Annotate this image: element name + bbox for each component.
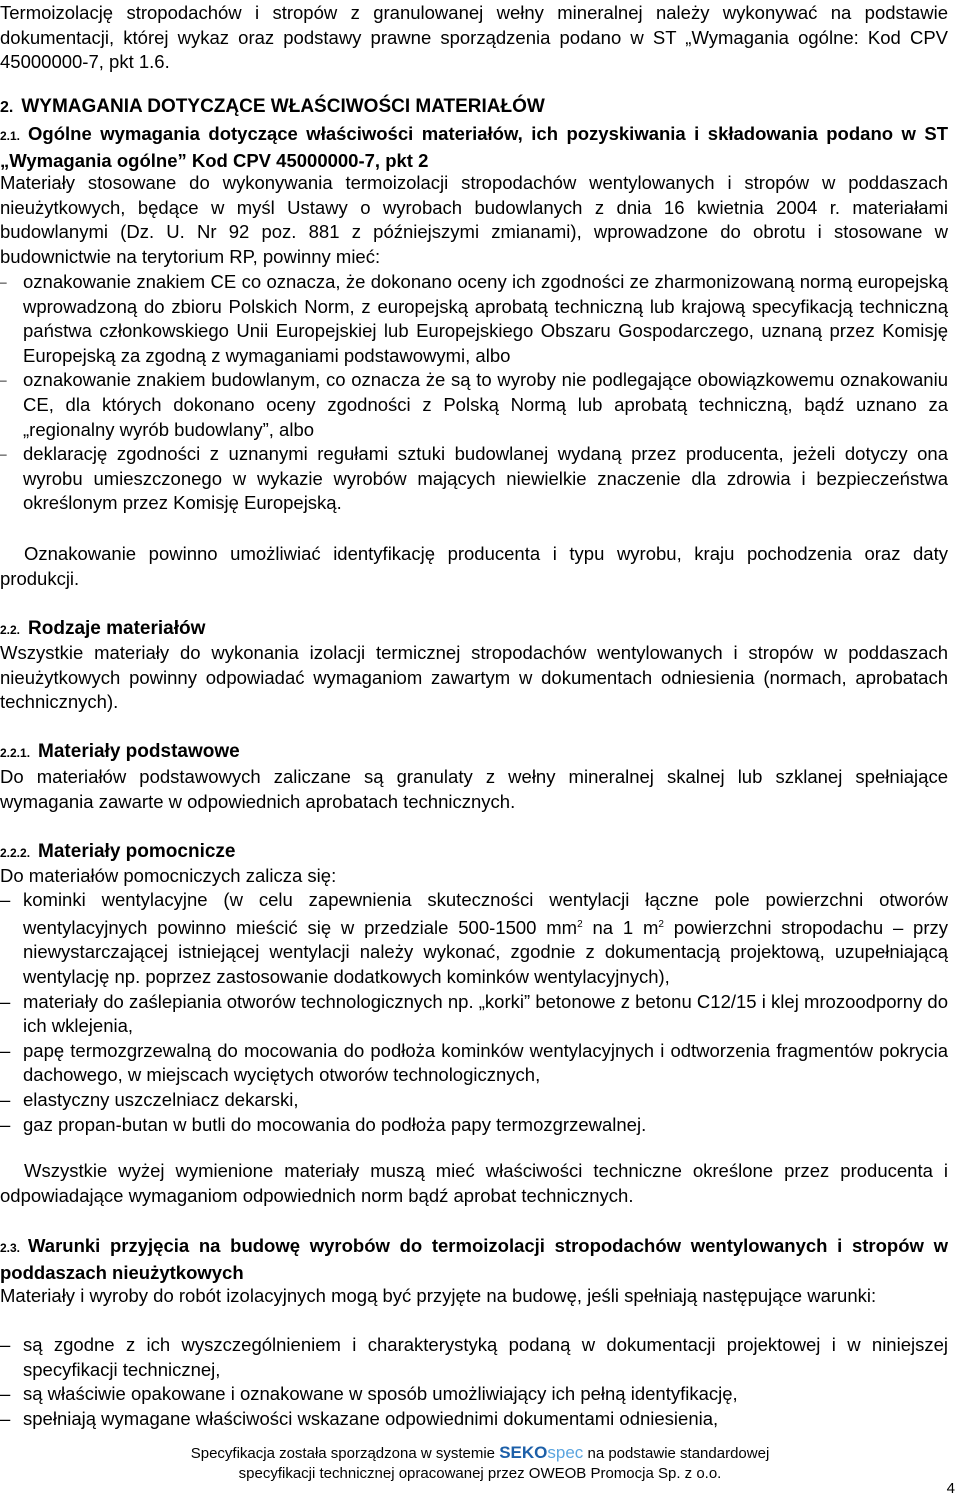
footer-line-2: specyfikacji technicznej opracowanej przez OWEOB Promocja Sp. z o.o. xyxy=(238,1465,722,1482)
section-title: Warunki przyjęcia na budowę wyrobów do termoizolacji stropodachów wentylowanych i stropów w poddaszach nieużytkowych xyxy=(0,1235,948,1283)
section-2-2-2-closing: Wszystkie wyżej wymienione materiały muszą mieć właściwości techniczne określone przez producenta i odpowiadające wymaganiom odpowiednich norm bądź aprobat technicznych. xyxy=(0,1160,948,1206)
list-item: – papę termozgrzewalną do mocowania do podłoża kominków wentylacyjnych i odtworzenia fragmentów pokrycia dachowego, w miejscach wyciętych otworów technologicznych, xyxy=(0,1039,948,1086)
section-number: 2. xyxy=(0,99,14,116)
section-title: Ogólne wymagania dotyczące właściwości materiałów, ich pozyskiwania i składowania podano w ST „Wymagania ogólne” Kod CPV 45000000-7, pkt 2 xyxy=(0,123,948,171)
dash-bullet: – xyxy=(0,990,11,1012)
dash-bullet: – xyxy=(0,275,7,289)
section-2-2-1-paragraph: Do materiałów podstawowych zaliczane są granulaty z wełny mineralnej skalnej lub szklanej spełniające wymagania zawarte w odpowiednich aprobatach technicznych. xyxy=(0,766,948,812)
list-item: – są zgodne z ich wyszczególnieniem i charakterystyką podaną w dokumentacji projektowej i w niniejszej specyfikacji technicznej, xyxy=(0,1334,948,1380)
section-2-2-2-heading xyxy=(0,840,235,866)
section-number: 2.2. xyxy=(0,623,21,637)
footer-line-1: Specyfikacja została sporządzona w systemie SEKOspec na podstawie standardowej xyxy=(190,1443,770,1462)
acceptance-conditions-list xyxy=(0,1333,948,1431)
list-item: – są właściwie opakowane i oznakowane w sposób umożliwiający ich pełną identyfikację, xyxy=(0,1382,948,1407)
list-item: – spełniają wymagane właściwości wskazane odpowiednimi dokumentami odniesienia, xyxy=(0,1407,948,1432)
dash-bullet: – xyxy=(0,1334,11,1355)
dash-bullet: – xyxy=(0,447,7,462)
page-number: 4 xyxy=(946,1480,955,1497)
section-number: 2.3. xyxy=(0,1241,21,1255)
section-title: Materiały pomocnicze xyxy=(38,841,236,862)
section-number: 2.2.1. xyxy=(0,746,31,760)
section-2-3-heading xyxy=(0,1234,948,1285)
dash-bullet: – xyxy=(0,1383,11,1405)
dash-bullet: – xyxy=(0,373,7,388)
list-item: – elastyczny uszczelniacz dekarski, xyxy=(0,1088,948,1113)
dash-bullet: – xyxy=(0,1039,11,1061)
sekospec-logo: SEKOspec xyxy=(499,1443,584,1462)
marking-requirements-list xyxy=(0,270,948,516)
section-2-1-paragraph: Materiały stosowane do wykonywania termoizolacji stropodachów wentylowanych i stropów w poddaszach nieużytkowych, będące w myśl Ustawy o wyrobach budowlanych z dnia 16 kwietnia 2004 r. materiałami budowlanymi (Dz. U. Nr 92 poz. 881 z późniejszymi zmianami), wprowadzone do obrotu i stosowane w budownictwie na terytorium RP, powinny mieć: xyxy=(0,172,948,267)
dash-bullet: – xyxy=(0,1407,11,1429)
section-2-2-2-lead: Do materiałów pomocniczych zalicza się: xyxy=(0,865,337,886)
list-item: – deklarację zgodności z uznanymi regułami sztuki budowlanej wydaną przez producenta, jeżeli dotyczy ona wyrobu umieszczonego w wykazie wyrobów mających niewielkie znaczenie dla zdrowia i bezpieczeństwa określonym przez Komisję Europejską. xyxy=(0,443,948,514)
section-2-1-heading xyxy=(0,122,948,173)
list-item: – materiały do zaślepiania otworów technologicznych np. „korki” betonowe z betonu C12/15 i klej mrozoodporny do ich wklejenia, xyxy=(0,990,948,1037)
section-number: 2.2.2. xyxy=(0,846,31,860)
list-item: – oznakowanie znakiem CE co oznacza, że dokonano oceny ich zgodności ze zharmonizowaną normą europejską wprowadzoną do zbioru Polskich Norm, z europejską aprobatą techniczną lub krajową specyfikacją techniczną państwa członkowskiego Unii Europejskiej lub Europejskiego Obszaru Gospodarczego, uznaną przez Komisję Europejską za zgodną z wymaganiami podstawowymi, albo xyxy=(0,271,948,366)
page-footer xyxy=(0,1443,960,1484)
auxiliary-materials-list xyxy=(0,888,948,1137)
list-item: – oznakowanie znakiem budowlanym, co oznacza że są to wyroby nie podlegające obowiązkowemu oznakowaniu CE, dla których dokonano oceny zgodności z Polską Normą lub aprobatą techniczną, bądź uznano za „regionalny wyrób budowlany”, albo xyxy=(0,369,948,440)
section-title: WYMAGANIA DOTYCZĄCE WŁAŚCIWOŚCI MATERIAŁÓW xyxy=(21,96,545,117)
intro-paragraph: Termoizolację stropodachów i stropów z granulowanej wełny mineralnej należy wykonywać na podstawie dokumentacji, której wykaz oraz podstawy prawne sporządzenia podano w ST „Wymagania ogólne: Kod CPV 45000000-7, pkt 1.6. xyxy=(0,2,948,73)
section-2-1-closing: Oznakowanie powinno umożliwiać identyfikację producenta i typu wyrobu, kraju pochodzenia oraz daty produkcji. xyxy=(0,543,948,589)
dash-bullet: – xyxy=(0,1113,11,1135)
section-number: 2.1. xyxy=(0,129,21,143)
list-item: – gaz propan-butan w butli do mocowania do podłoża papy termozgrzewalnej. xyxy=(0,1113,948,1138)
section-2-heading xyxy=(0,95,545,121)
section-2-2-1-heading xyxy=(0,740,240,766)
section-title: Rodzaje materiałów xyxy=(28,618,206,639)
list-item: – kominki wentylacyjne (w celu zapewnienia skuteczności wentylacji łączne pole powierzchni otworów wentylacyjnych powinno mieścić się w przedziale 500-1500 $mm^2$ na 1 $m^2$ powierzchni stropodachu – przy niewystarczającej istniejącej wentylacji należy wykonać, zgodnie z dokumentacją projektową, uzupełniającą wentylację np. poprzez zastosowanie dodatkowych kominków wentylacyjnych), xyxy=(0,889,948,987)
dash-bullet: – xyxy=(0,889,11,910)
section-2-2-heading xyxy=(0,617,205,643)
section-2-2-paragraph: Wszystkie materiały do wykonania izolacji termicznej stropodachów wentylowanych i stropów w poddaszach nieużytkowych powinny odpowiadać wymaganiom zawartym w dokumentach odniesienia (normach, aprobatach technicznych). xyxy=(0,642,948,713)
dash-bullet: – xyxy=(0,1088,11,1110)
section-title: Materiały podstawowe xyxy=(38,741,240,762)
section-2-3-paragraph: Materiały i wyroby do robót izolacyjnych mogą być przyjęte na budowę, jeśli spełniają następujące warunki: xyxy=(0,1285,877,1306)
